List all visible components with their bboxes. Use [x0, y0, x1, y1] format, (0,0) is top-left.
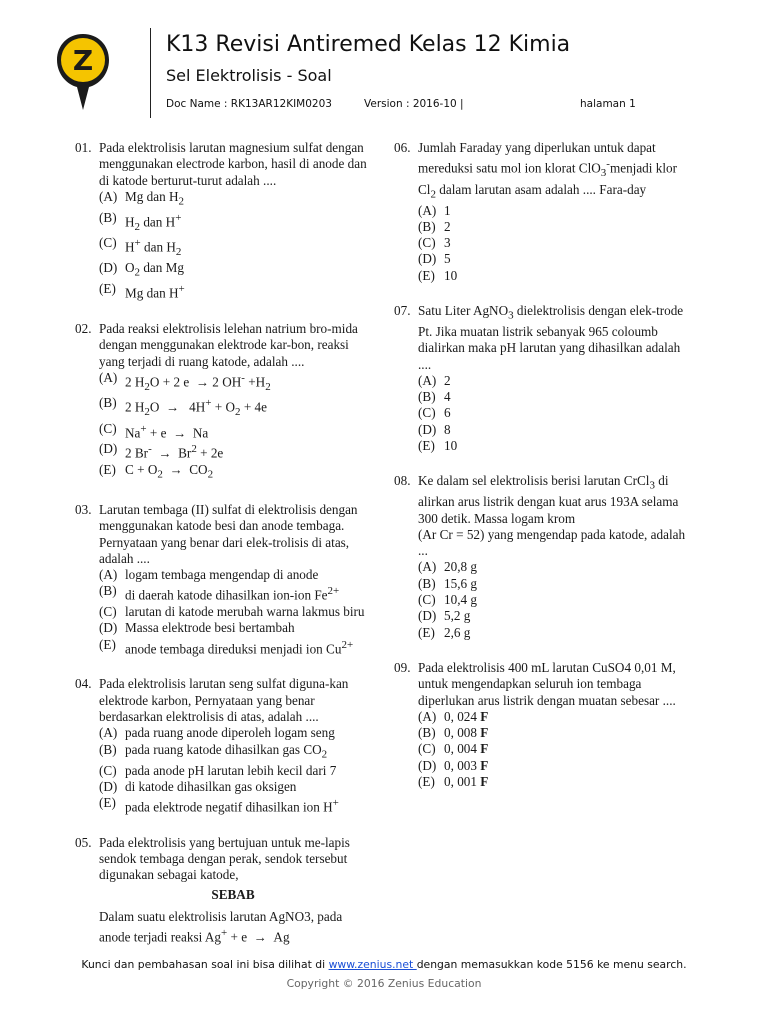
doc-version: Version : 2016-10 |	[364, 98, 464, 110]
option-label: (B)	[99, 741, 117, 757]
answer-option	[394, 373, 686, 389]
question-number: 01.	[75, 140, 92, 155]
answer-option	[394, 235, 686, 251]
option-text: 8	[444, 421, 451, 437]
option-label: (A)	[99, 567, 118, 583]
question-header	[75, 321, 367, 370]
option-text: 3	[444, 235, 451, 251]
answer-option	[75, 795, 367, 816]
option-text: 2	[444, 218, 451, 234]
footer-note	[0, 958, 768, 971]
option-label: (E)	[418, 774, 435, 790]
option-text: logam tembaga mengendap di anode	[125, 567, 319, 583]
option-text: 10	[444, 438, 458, 454]
option-label: (E)	[418, 267, 435, 283]
answer-option	[75, 235, 367, 260]
answer-option	[75, 604, 367, 620]
question-text: Jumlah Faraday yang diperlukan untuk dapat mereduksi satu mol ion klorat ClO$_3$-menjadi klor $Cl_2$ dalam larutan asam adalah .... Fara-day	[418, 140, 677, 201]
option-label: (E)	[99, 795, 116, 811]
answer-option	[394, 608, 686, 624]
option-label: (D)	[418, 251, 437, 267]
answer-option	[75, 210, 367, 235]
option-text: Na+ + e → Na	[125, 422, 209, 441]
option-text: anode tembaga direduksi menjadi ion $Cu^{2+}$	[125, 638, 354, 657]
option-label: (A)	[418, 372, 437, 388]
option-label: (B)	[99, 209, 117, 225]
option-text: $O_2$ dan Mg	[125, 260, 184, 280]
answer-option	[394, 774, 686, 790]
answer-option	[75, 395, 367, 420]
option-text: 4	[444, 389, 451, 405]
answer-option	[75, 421, 367, 442]
question-text: Ke dalam sel elektrolisis berisi larutan CrCl$_3$ di alirkan arus listrik dengan kuat arus 193A selama 300 detik. Massa logam krom (Ar Cr = 52) yang mengendap pada katode, adalah ...	[418, 473, 686, 559]
option-text: 0, 008 F	[444, 725, 489, 741]
option-text: 2,6 g	[444, 624, 471, 640]
option-label: (C)	[418, 741, 436, 757]
option-label: (E)	[418, 624, 435, 640]
logo-letter: Z	[72, 44, 94, 77]
option-label: (C)	[99, 604, 117, 620]
page-subtitle: Sel Elektrolisis - Soal	[166, 66, 332, 85]
answer-option	[75, 779, 367, 795]
option-label: (D)	[418, 421, 437, 437]
question-text: Pada elektrolisis larutan magnesium sulfat dengan menggunakan electrode karbon, hasil di anode dan di katode berturut-turut adalah ....	[99, 140, 367, 188]
answer-option	[75, 583, 367, 604]
question-header	[394, 660, 686, 709]
option-text: Mg dan H+	[125, 283, 185, 301]
option-text: 5	[444, 251, 451, 267]
question-number: 07.	[394, 303, 411, 319]
answer-option	[394, 758, 686, 774]
option-label: (C)	[99, 235, 117, 251]
option-text: Mg dan $H_2$	[125, 188, 184, 208]
question-block	[394, 473, 686, 641]
answer-option	[394, 251, 686, 267]
question-text: Larutan tembaga (II) sulfat di elektrolisis dengan menggunakan katode besi dan anode tembaga. Pernyataan yang benar dari elek-trolisis di atas, adalah ....	[99, 501, 358, 566]
question-number: 08.	[394, 473, 411, 489]
option-label: (C)	[418, 235, 436, 251]
answer-option	[394, 268, 686, 284]
option-label: (A)	[99, 188, 118, 204]
question-header	[394, 140, 686, 203]
answer-option	[394, 438, 686, 454]
answer-option	[394, 741, 686, 757]
option-label: (C)	[99, 420, 117, 436]
answer-option	[75, 567, 367, 583]
option-text: 2	[444, 372, 451, 388]
option-text: 0, 003 F	[444, 757, 489, 773]
question-block	[75, 502, 367, 657]
option-label: (E)	[418, 438, 435, 454]
option-text: 2 $Br^- \to Br^2 + 2e$	[125, 443, 224, 461]
question-number: 02.	[75, 321, 92, 337]
option-text: 15,6 g	[444, 575, 477, 591]
option-label: (D)	[418, 608, 437, 624]
zenius-link[interactable]: www.zenius.net	[328, 958, 417, 971]
option-text: H+ dan $H_2$	[125, 237, 182, 259]
question-block	[394, 140, 686, 284]
option-label: (E)	[99, 636, 116, 652]
option-text: pada anode pH larutan lebih kecil dari 7	[125, 762, 337, 778]
option-text: larutan di katode merubah warna lakmus biru	[125, 604, 365, 620]
option-label: (B)	[99, 395, 117, 411]
question-number: 09.	[394, 659, 411, 675]
option-label: (D)	[99, 778, 118, 794]
question-header	[394, 473, 686, 559]
question-block	[75, 140, 367, 302]
sebab-label: SEBAB	[211, 886, 255, 902]
option-text: 2 $H_2O \to 4H^+ + O_2 + 4e$	[125, 397, 268, 419]
answer-option	[75, 281, 367, 302]
option-text: 6	[444, 405, 451, 421]
option-text: 0, 004 F	[444, 741, 489, 757]
option-label: (D)	[99, 620, 118, 636]
question-number: 04.	[75, 676, 92, 692]
option-label: (C)	[99, 762, 117, 778]
option-text: 1	[444, 202, 451, 218]
option-label: (D)	[99, 260, 118, 276]
question-block	[75, 676, 367, 815]
question-block	[394, 303, 686, 454]
option-label: (A)	[418, 202, 437, 218]
page-number: halaman 1	[580, 98, 636, 110]
option-label: (B)	[99, 583, 117, 599]
answer-option	[75, 725, 367, 741]
question-header	[75, 140, 367, 189]
question-number: 03.	[75, 501, 92, 517]
option-label: (B)	[418, 725, 436, 741]
option-label: (A)	[99, 725, 118, 741]
option-label: (A)	[99, 370, 118, 385]
option-text: pada elektrode negatif dihasilkan ion H+	[125, 797, 339, 815]
answer-option	[394, 389, 686, 405]
option-text: Massa elektrode besi bertambah	[125, 620, 295, 636]
copyright: Copyright © 2016 Zenius Education	[286, 977, 482, 990]
option-label: (D)	[99, 441, 118, 457]
answer-option	[75, 637, 367, 658]
option-text: $C + O_2 \to CO_2$	[125, 462, 214, 481]
answer-option	[394, 422, 686, 438]
question-text: Satu Liter AgNO$_3$ dielektrolisis dengan elek-trode Pt. Jika muatan listrik sebanyak 965 coloumb dialirkan maka pH larutan yang dihasilkan adalah ....	[418, 303, 684, 372]
answer-option	[394, 709, 686, 725]
question-text: Pada elektrolisis yang bertujuan untuk me-lapis sendok tembaga dengan perak, sendok tersebut digunakan sebagai katode,	[99, 834, 350, 883]
answer-option	[394, 559, 686, 575]
answer-option	[75, 763, 367, 779]
question-header	[75, 835, 367, 884]
question-block	[394, 660, 686, 790]
question-text: Pada elektrolisis 400 mL larutan CuSO4 0,01 M, untuk mengendapkan seluruh ion tembaga diperlukan arus listrik dengan muatan sebesar ....	[418, 659, 676, 708]
option-text: $H_2$ dan H+	[125, 211, 182, 233]
option-text: di katode dihasilkan gas oksigen	[125, 778, 297, 794]
option-text: pada ruang katode dihasilkan gas $CO_2$	[125, 741, 328, 761]
option-label: (A)	[418, 559, 437, 575]
answer-option	[394, 203, 686, 219]
option-text: 10	[444, 267, 458, 283]
option-text: 10,4 g	[444, 592, 477, 608]
header-divider	[150, 28, 151, 118]
right-question-column	[394, 140, 686, 809]
answer-option	[394, 405, 686, 421]
answer-option	[394, 625, 686, 641]
answer-option	[75, 189, 367, 210]
option-text: di daerah katode dihasilkan ion-ion $Fe^{2+}$	[125, 585, 340, 603]
option-label: (B)	[418, 218, 436, 234]
option-text: pada ruang anode diperoleh logam seng	[125, 725, 335, 741]
answer-option	[75, 441, 367, 462]
question-text: Pada reaksi elektrolisis lelehan natrium bro-mida dengan menggunakan elektrode kar-bon, reaksi yang terjadi di ruang katode, adalah ....	[99, 321, 358, 369]
answer-option	[75, 620, 367, 636]
option-label: (B)	[418, 575, 436, 591]
question-header	[394, 303, 686, 373]
option-label: (C)	[418, 592, 436, 608]
answer-option	[75, 742, 367, 763]
answer-option	[75, 370, 367, 395]
option-label: (A)	[418, 708, 437, 724]
zenius-logo	[55, 32, 111, 112]
option-text: 5,2 g	[444, 608, 471, 624]
question-block	[75, 835, 367, 946]
option-text: 20,8 g	[444, 559, 477, 575]
option-label: (B)	[418, 389, 436, 405]
question-header	[75, 676, 367, 725]
doc-name: Doc Name : RK13AR12KIM0203	[166, 98, 332, 110]
option-label: (E)	[99, 462, 116, 478]
reason-statement: Dalam suatu elektrolisis larutan AgNO3, pada anode terjadi reaksi Ag+ + e → Ag	[99, 909, 343, 945]
question-block	[75, 321, 367, 483]
option-text: 2 $H_2O + 2$ e → 2 $OH^- +H_2$	[125, 372, 271, 394]
question-number: 05.	[75, 834, 92, 850]
left-question-column	[75, 140, 367, 965]
footer-suffix: dengan memasukkan kode 5156 ke menu search.	[416, 958, 687, 971]
option-text: 0, 001 F	[444, 774, 489, 790]
question-text: Pada elektrolisis larutan seng sulfat diguna-kan elektrode karbon, Pernyataan yang benar berdasarkan elektrolisis di atas, adalah ....	[99, 676, 349, 725]
option-label: (C)	[418, 405, 436, 421]
page-title: K13 Revisi Antiremed Kelas 12 Kimia	[166, 32, 571, 57]
answer-option	[75, 260, 367, 281]
option-text: 0, 024 F	[444, 708, 489, 724]
answer-option	[394, 576, 686, 592]
footer-prefix: Kunci dan pembahasan soal ini bisa dilihat di	[81, 958, 329, 971]
answer-option	[394, 725, 686, 741]
option-label: (E)	[99, 281, 116, 297]
answer-option	[394, 592, 686, 608]
answer-option	[394, 219, 686, 235]
question-header	[75, 502, 367, 567]
answer-option	[75, 462, 367, 483]
question-number: 06.	[394, 140, 411, 155]
option-label: (D)	[418, 757, 437, 773]
